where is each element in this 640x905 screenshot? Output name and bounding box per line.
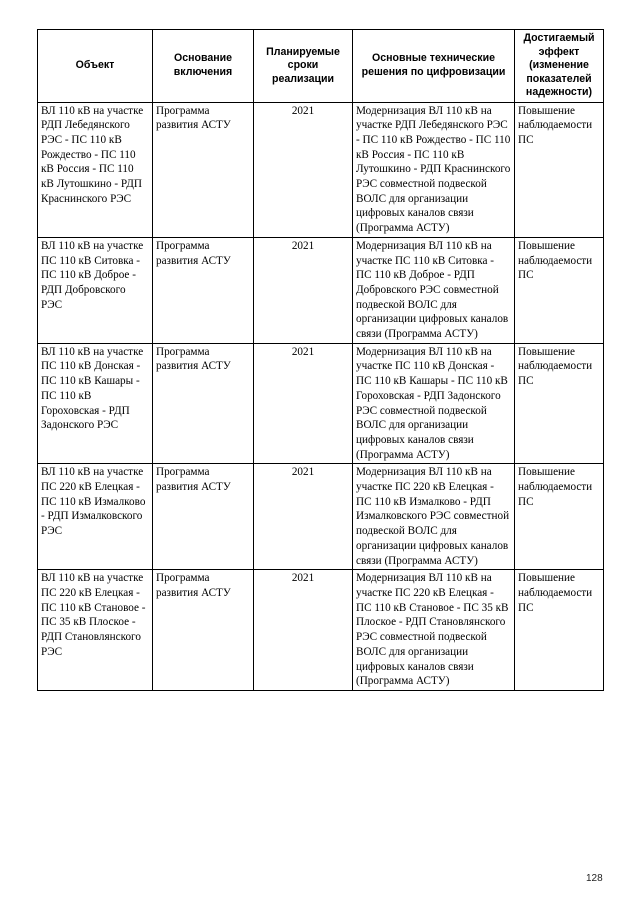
cell-basis: Программа развития АСТУ bbox=[153, 464, 254, 570]
table-row bbox=[38, 570, 604, 691]
cell-year: 2021 bbox=[254, 237, 353, 343]
cell-solution: Модернизация ВЛ 110 кВ на участке ПС 220 кВ Елецкая - ПС 110 кВ Становое - ПС 35 кВ Плоское - РДП Становлянского РЭС совместной подвеской ВОЛС для организации цифровых каналов связи (Программа АСТУ) bbox=[353, 570, 515, 691]
document-page bbox=[37, 29, 603, 691]
cell-basis: Программа развития АСТУ bbox=[153, 570, 254, 691]
cell-basis: Программа развития АСТУ bbox=[153, 102, 254, 237]
table-row bbox=[38, 237, 604, 343]
cell-year: 2021 bbox=[254, 102, 353, 237]
table-header-row bbox=[38, 30, 604, 103]
header-effect: Достигаемый эффект (изменение показателей надежности) bbox=[515, 30, 604, 103]
table-row bbox=[38, 343, 604, 464]
cell-object: ВЛ 110 кВ на участке ПС 220 кВ Елецкая - ПС 110 кВ Измалково - РДП Измалковского РЭС bbox=[38, 464, 153, 570]
cell-year: 2021 bbox=[254, 343, 353, 464]
cell-basis: Программа развития АСТУ bbox=[153, 343, 254, 464]
cell-year: 2021 bbox=[254, 570, 353, 691]
cell-object: ВЛ 110 кВ на участке РДП Лебедянского РЭС - ПС 110 кВ Рождество - ПС 110 кВ Россия - ПС 110 кВ Лутошкино - РДП Краснинского РЭС bbox=[38, 102, 153, 237]
digitalization-table bbox=[37, 29, 604, 691]
table-row bbox=[38, 464, 604, 570]
header-basis: Основание включения bbox=[153, 30, 254, 103]
cell-basis: Программа развития АСТУ bbox=[153, 237, 254, 343]
cell-effect: Повышение наблюдаемости ПС bbox=[515, 237, 604, 343]
header-timeline: Планируемые сроки реализации bbox=[254, 30, 353, 103]
cell-effect: Повышение наблюдаемости ПС bbox=[515, 464, 604, 570]
table-row bbox=[38, 102, 604, 237]
cell-solution: Модернизация ВЛ 110 кВ на участке РДП Лебедянского РЭС - ПС 110 кВ Рождество - ПС 110 кВ Россия - ПС 110 кВ Лутошкино - РДП Краснинского РЭС совместной подвеской ВОЛС для организации цифровых каналов связи (Программа АСТУ) bbox=[353, 102, 515, 237]
cell-effect: Повышение наблюдаемости ПС bbox=[515, 570, 604, 691]
cell-object: ВЛ 110 кВ на участке ПС 110 кВ Ситовка - ПС 110 кВ Доброе - РДП Добровского РЭС bbox=[38, 237, 153, 343]
header-object: Объект bbox=[38, 30, 153, 103]
cell-year: 2021 bbox=[254, 464, 353, 570]
cell-solution: Модернизация ВЛ 110 кВ на участке ПС 110 кВ Донская - ПС 110 кВ Кашары - ПС 110 кВ Гороховская - РДП Задонского РЭС совместной подвеской ВОЛС для организации цифровых каналов связи (Программа АСТУ) bbox=[353, 343, 515, 464]
cell-object: ВЛ 110 кВ на участке ПС 110 кВ Донская - ПС 110 кВ Кашары - ПС 110 кВ Гороховская - РДП Задонского РЭС bbox=[38, 343, 153, 464]
cell-solution: Модернизация ВЛ 110 кВ на участке ПС 220 кВ Елецкая - ПС 110 кВ Измалково - РДП Измалковского РЭС совместной подвеской ВОЛС для организации цифровых каналов связи (Программа АСТУ) bbox=[353, 464, 515, 570]
cell-object: ВЛ 110 кВ на участке ПС 220 кВ Елецкая - ПС 110 кВ Становое - ПС 35 кВ Плоское - РДП Становлянского РЭС bbox=[38, 570, 153, 691]
cell-solution: Модернизация ВЛ 110 кВ на участке ПС 110 кВ Ситовка - ПС 110 кВ Доброе - РДП Добровского РЭС совместной подвеской ВОЛС для организации цифровых каналов связи (Программа АСТУ) bbox=[353, 237, 515, 343]
page-number: 128 bbox=[586, 873, 603, 884]
cell-effect: Повышение наблюдаемости ПС bbox=[515, 343, 604, 464]
cell-effect: Повышение наблюдаемости ПС bbox=[515, 102, 604, 237]
header-solutions: Основные технические решения по цифровизации bbox=[353, 30, 515, 103]
